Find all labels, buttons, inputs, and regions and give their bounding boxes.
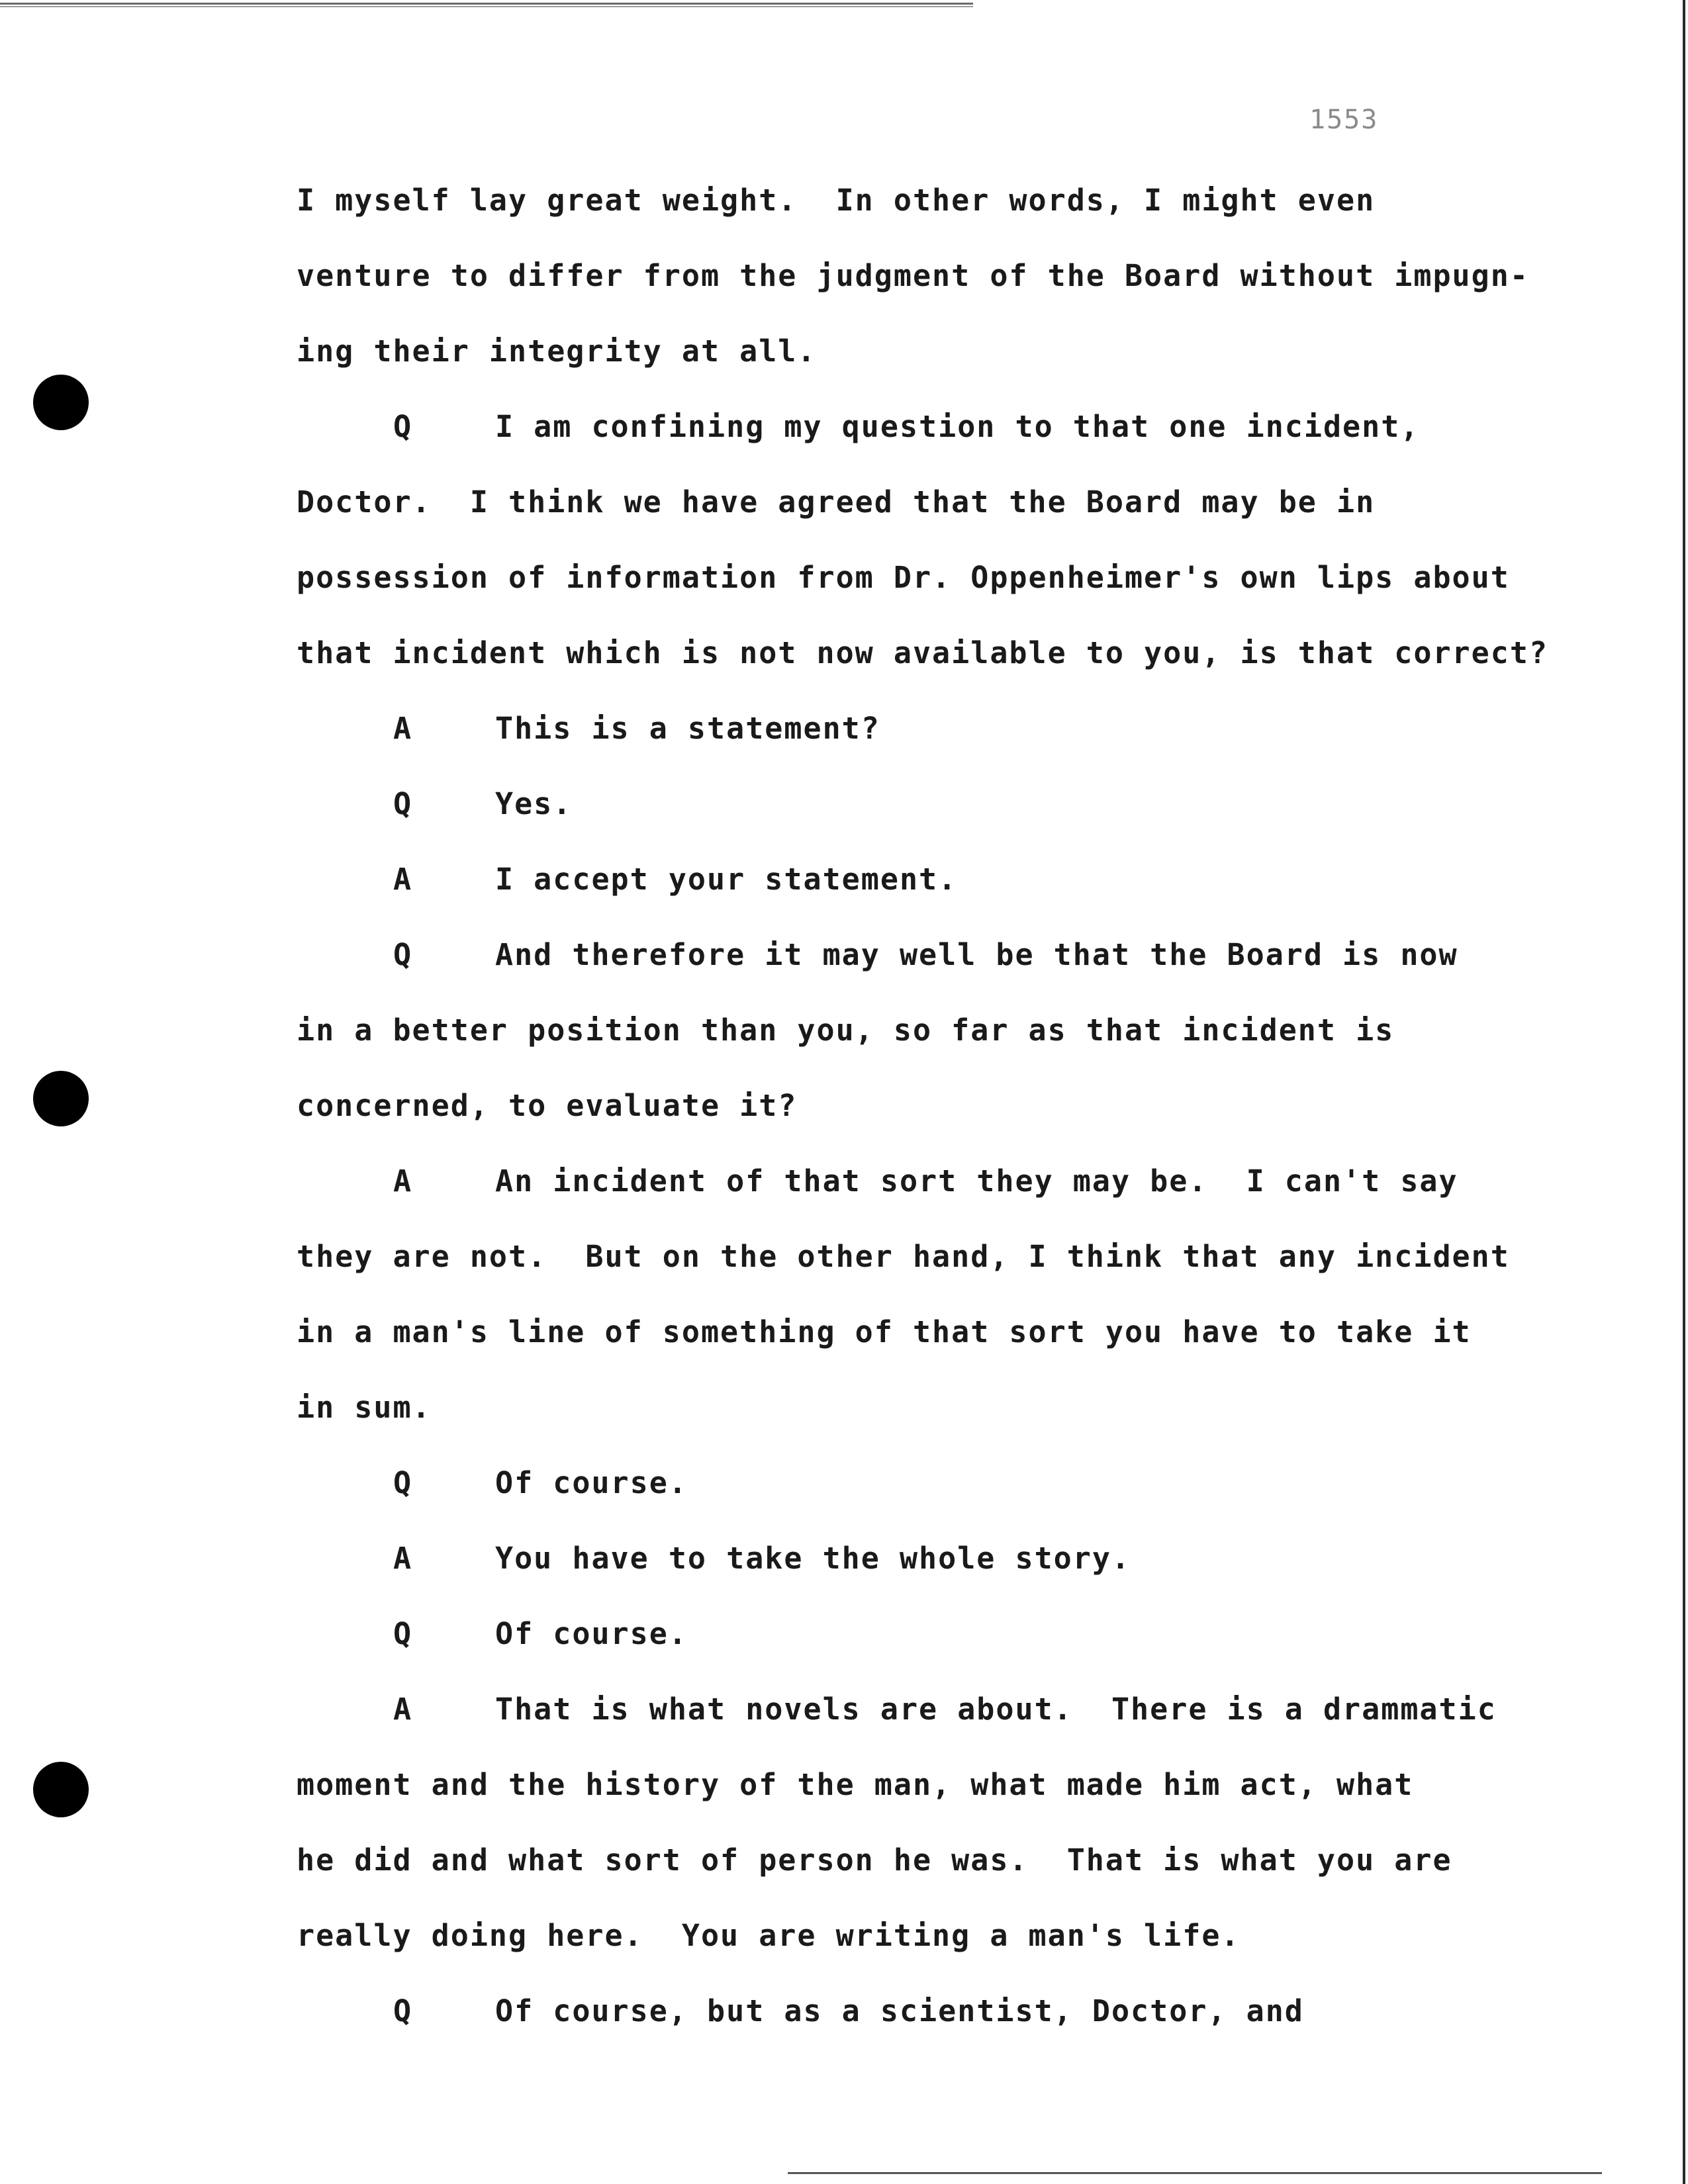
punch-hole-bottom xyxy=(33,1762,89,1817)
speaker-label: A xyxy=(393,1541,412,1576)
text-line: concerned, to evaluate it? xyxy=(297,1088,798,1123)
text-line: they are not. But on the other hand, I think that any incident xyxy=(297,1239,1510,1274)
text-line: venture to differ from the judgment of the Board without impugn- xyxy=(297,258,1529,293)
text-line: Doctor. I think we have agreed that the Board may be in xyxy=(297,484,1376,520)
punch-hole-top xyxy=(33,375,89,430)
text-line: That is what novels are about. There is a drammatic xyxy=(495,1692,1497,1727)
text-line: This is a statement? xyxy=(495,711,880,746)
text-line: Yes. xyxy=(495,786,573,821)
punch-hole-middle xyxy=(33,1071,89,1126)
text-line: And therefore it may well be that the Board is now xyxy=(495,937,1458,972)
text-line: ing their integrity at all. xyxy=(297,334,817,369)
speaker-label: A xyxy=(393,862,412,897)
text-line: that incident which is not now available to you, is that correct? xyxy=(297,635,1548,670)
page-right-edge xyxy=(1683,0,1685,2184)
text-line: I myself lay great weight. In other words, I might even xyxy=(297,183,1376,218)
text-line: possession of information from Dr. Oppenheimer's own lips about xyxy=(297,560,1510,595)
text-line: You have to take the whole story. xyxy=(495,1541,1131,1576)
speaker-label: A xyxy=(393,1692,412,1727)
text-line: in sum. xyxy=(297,1390,432,1425)
speaker-label: Q xyxy=(393,1465,412,1500)
speaker-label: Q xyxy=(393,1616,412,1651)
text-line: An incident of that sort they may be. I can't say xyxy=(495,1163,1458,1199)
speaker-label: Q xyxy=(393,937,412,972)
text-line: really doing here. You are writing a man's life. xyxy=(297,1918,1241,1953)
page-number: 1553 xyxy=(1309,105,1379,135)
speaker-label: Q xyxy=(393,786,412,821)
text-line: I am confining my question to that one incident, xyxy=(495,409,1420,444)
bottom-rule xyxy=(788,2172,1602,2174)
speaker-label: Q xyxy=(393,409,412,444)
text-line: I accept your statement. xyxy=(495,862,958,897)
text-line: Of course, but as a scientist, Doctor, and xyxy=(495,1993,1304,2028)
top-rule-secondary xyxy=(0,6,973,7)
text-line: in a man's line of something of that sort you have to take it xyxy=(297,1314,1472,1349)
top-rule xyxy=(0,3,973,5)
speaker-label: A xyxy=(393,1163,412,1199)
speaker-label: A xyxy=(393,711,412,746)
text-line: he did and what sort of person he was. That is what you are xyxy=(297,1843,1452,1878)
speaker-label: Q xyxy=(393,1993,412,2028)
text-line: in a better position than you, so far as that incident is xyxy=(297,1013,1395,1048)
text-line: Of course. xyxy=(495,1616,688,1651)
text-line: Of course. xyxy=(495,1465,688,1500)
text-line: moment and the history of the man, what made him act, what xyxy=(297,1767,1414,1802)
